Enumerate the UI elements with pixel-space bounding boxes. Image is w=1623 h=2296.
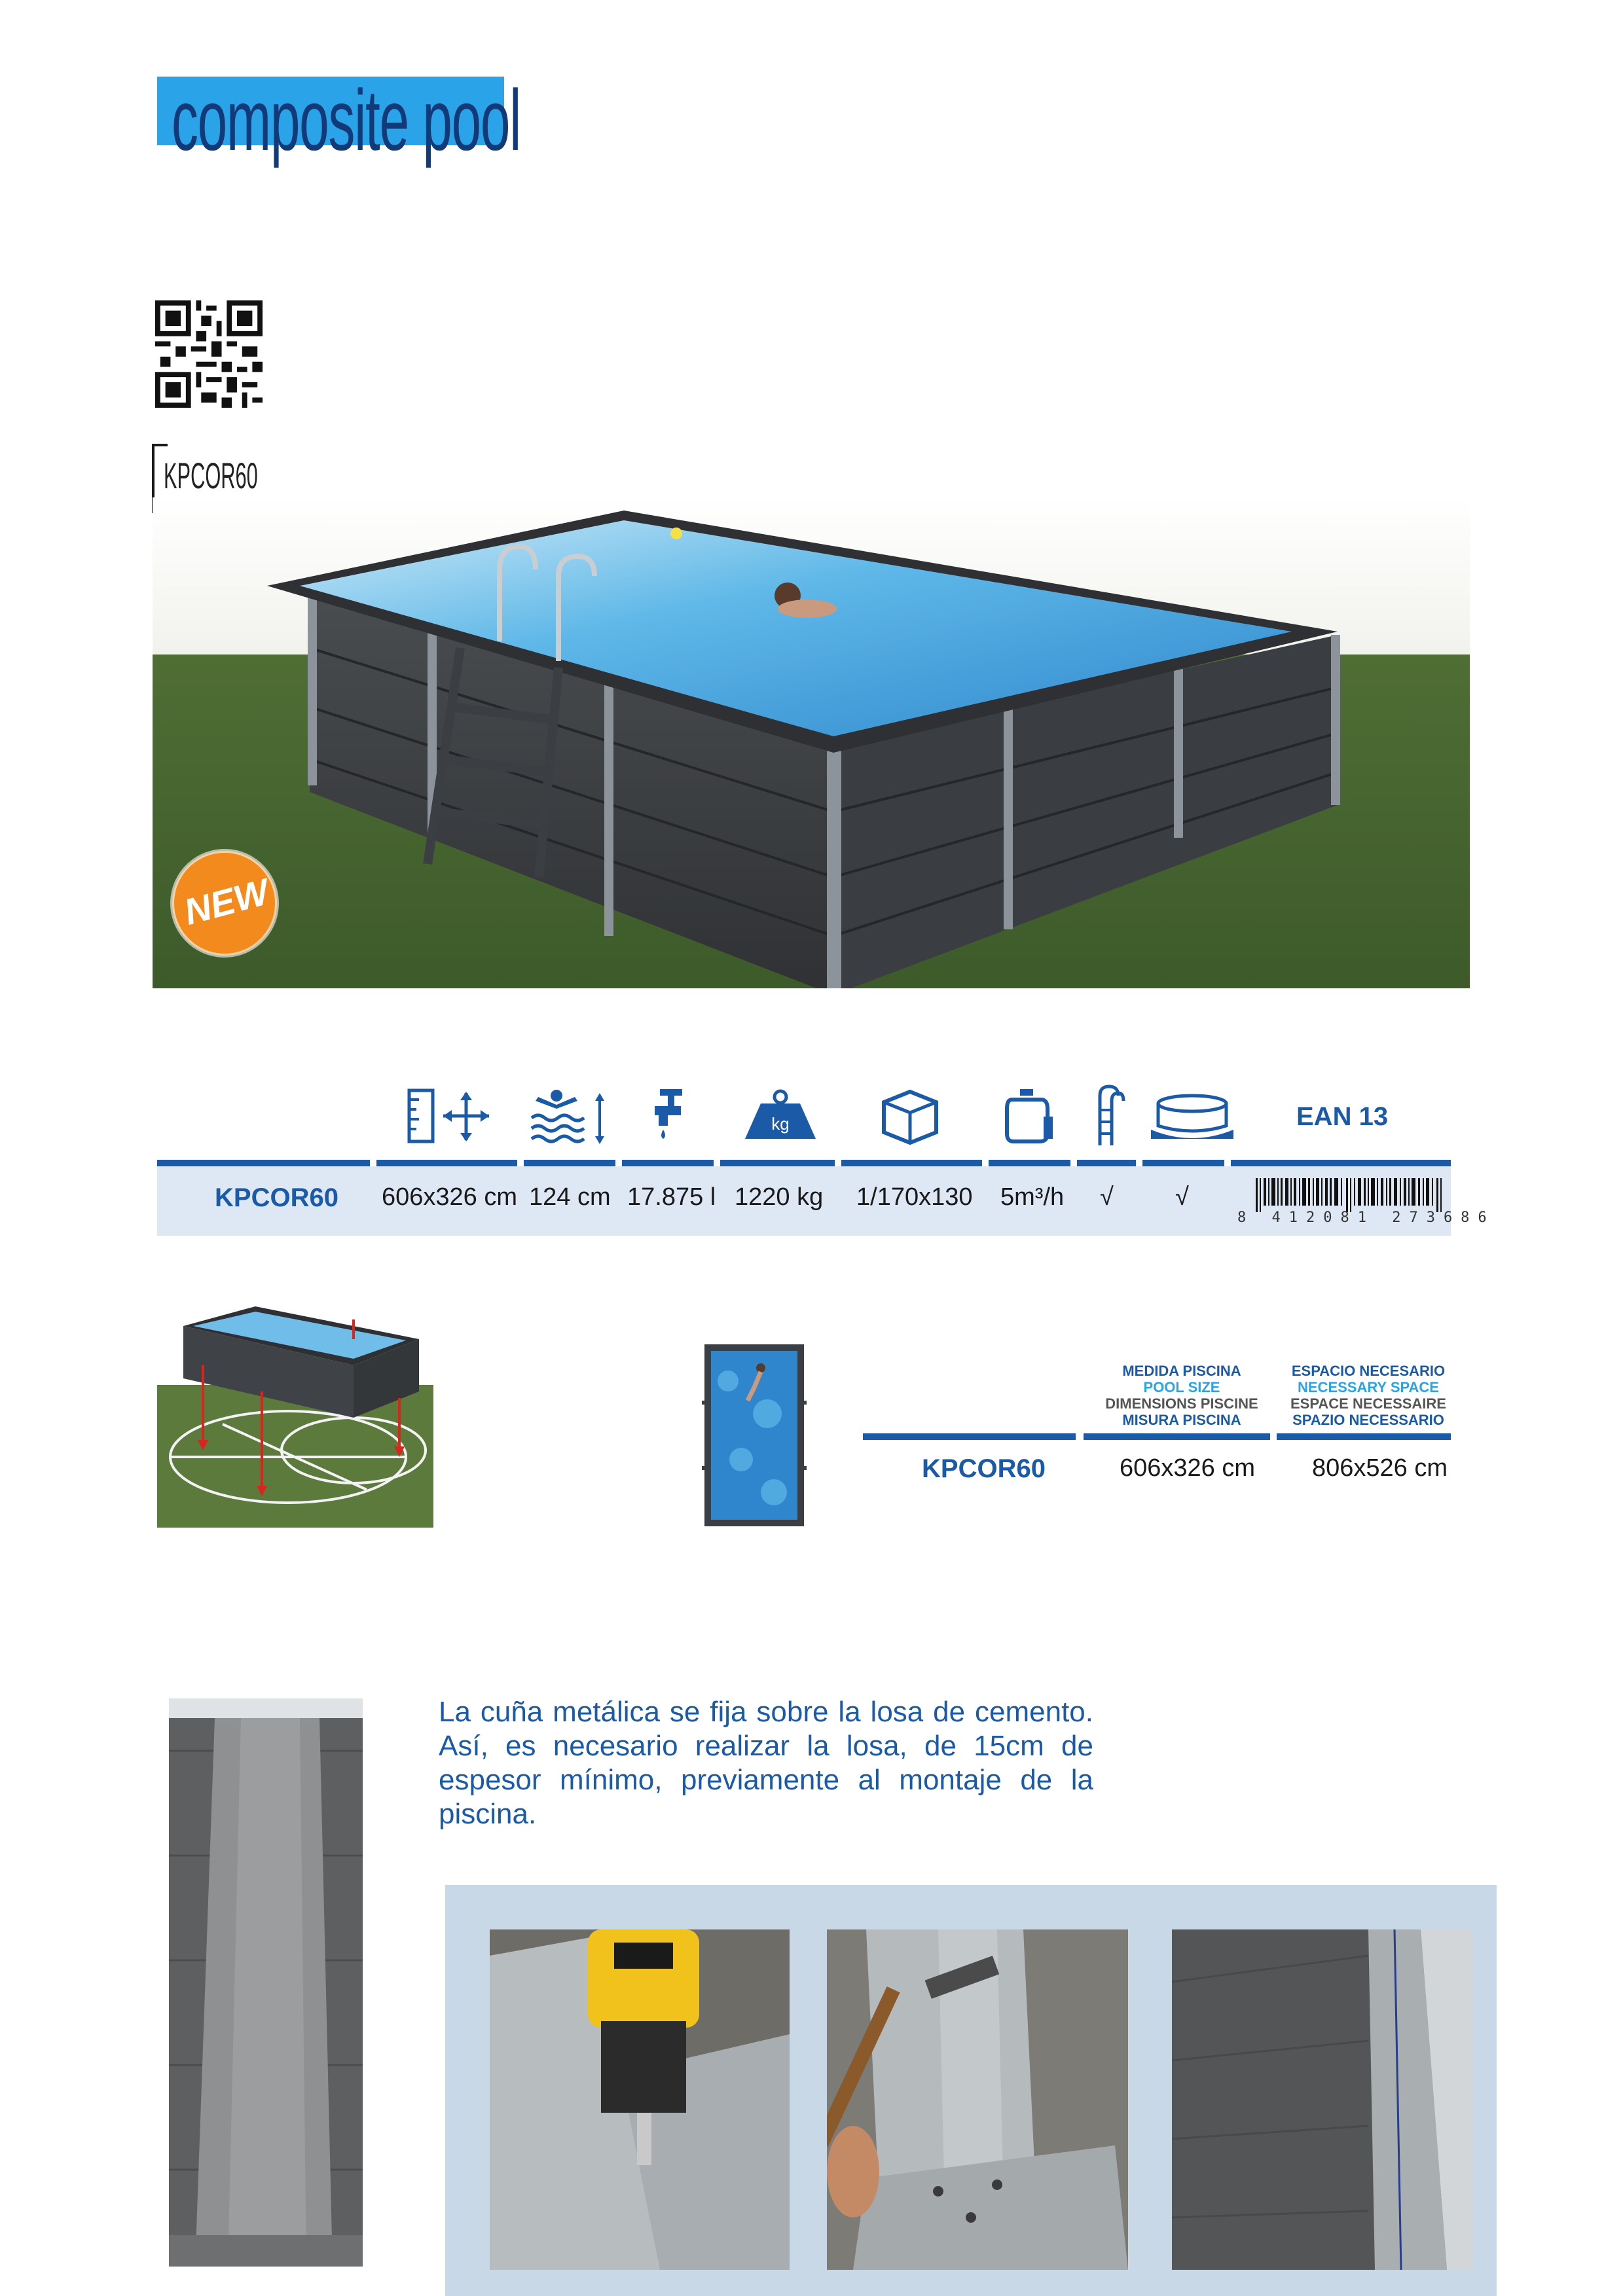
- filter-icon: [1003, 1086, 1055, 1145]
- spec-flow: 5m³/h: [1000, 1183, 1065, 1211]
- header-bar: [376, 1160, 517, 1166]
- water-depth-icon: [529, 1086, 608, 1145]
- header-bar: [622, 1160, 714, 1166]
- spec-model: KPCOR60: [215, 1183, 338, 1212]
- hammer-photo: [827, 1929, 1128, 2270]
- header-bar: [1142, 1160, 1224, 1166]
- header-bar: [524, 1160, 615, 1166]
- heading-it: MISURA PISCINA: [1122, 1412, 1241, 1428]
- hero-pool-image: [153, 497, 1470, 988]
- weight-unit-label: kg: [771, 1114, 790, 1134]
- spec-package: 1/170x130: [856, 1183, 973, 1211]
- page-title: composite pool: [172, 72, 521, 168]
- pool-top-view: [702, 1342, 807, 1529]
- heading-en: POOL SIZE: [1143, 1379, 1220, 1395]
- heading-es: MEDIDA PISCINA: [1122, 1363, 1241, 1379]
- space-necessary: 806x526 cm: [1312, 1454, 1448, 1482]
- spec-volume: 17.875 l: [627, 1183, 716, 1211]
- qr-code-icon: [155, 300, 263, 408]
- heading-fr: ESPACE NECESSAIRE: [1290, 1395, 1446, 1412]
- space-heading-necessary: [1270, 1363, 1467, 1428]
- ground-layout-diagram: [157, 1293, 433, 1528]
- installation-instructions: La cuña metálica se fija sobre la losa de cemento. Así, es necesario realizar la losa, de 15cm de espesor mínimo, previamente al montaje de la piscina.: [439, 1696, 1093, 1830]
- mounted-post-photo: [1172, 1929, 1473, 2270]
- heading-fr: DIMENSIONS PISCINE: [1105, 1395, 1258, 1412]
- ean-digits: 8 412081 273686: [1237, 1210, 1495, 1226]
- header-bar: [841, 1160, 982, 1166]
- header-bar: [720, 1160, 835, 1166]
- spec-ground-check: √: [1175, 1183, 1189, 1211]
- spec-weight: 1220 kg: [735, 1183, 824, 1211]
- spec-size: 606x326 cm: [382, 1183, 518, 1211]
- header-bar: [989, 1160, 1070, 1166]
- space-bar: [863, 1433, 1076, 1440]
- weight-icon: [741, 1089, 820, 1141]
- header-bar: [157, 1160, 370, 1166]
- new-badge: NEW: [179, 870, 274, 933]
- space-heading-pool-size: [1080, 1363, 1283, 1428]
- space-pool-size: 606x326 cm: [1120, 1454, 1256, 1482]
- dimensions-icon: [407, 1086, 491, 1145]
- header-bar: [1077, 1160, 1136, 1166]
- header-bar: [1231, 1160, 1451, 1166]
- package-icon: [877, 1086, 943, 1145]
- heading-it: SPAZIO NECESSARIO: [1292, 1412, 1444, 1428]
- ground-pad-icon: [1150, 1093, 1235, 1141]
- post-photo: [169, 1698, 363, 2267]
- barcode: [1256, 1178, 1446, 1212]
- heading-es: ESPACIO NECESARIO: [1291, 1363, 1446, 1379]
- heading-en: NECESSARY SPACE: [1298, 1379, 1439, 1395]
- spec-height: 124 cm: [529, 1183, 611, 1211]
- spec-ladder-check: √: [1100, 1183, 1114, 1211]
- drill-photo: [490, 1929, 790, 2270]
- ladder-icon: [1093, 1084, 1126, 1148]
- space-bar: [1084, 1433, 1270, 1440]
- model-tag: KPCOR60: [164, 455, 258, 496]
- space-bar: [1277, 1433, 1451, 1440]
- water-tap-icon: [648, 1086, 694, 1145]
- ean-header: EAN 13: [1296, 1102, 1389, 1131]
- space-model: KPCOR60: [922, 1454, 1046, 1483]
